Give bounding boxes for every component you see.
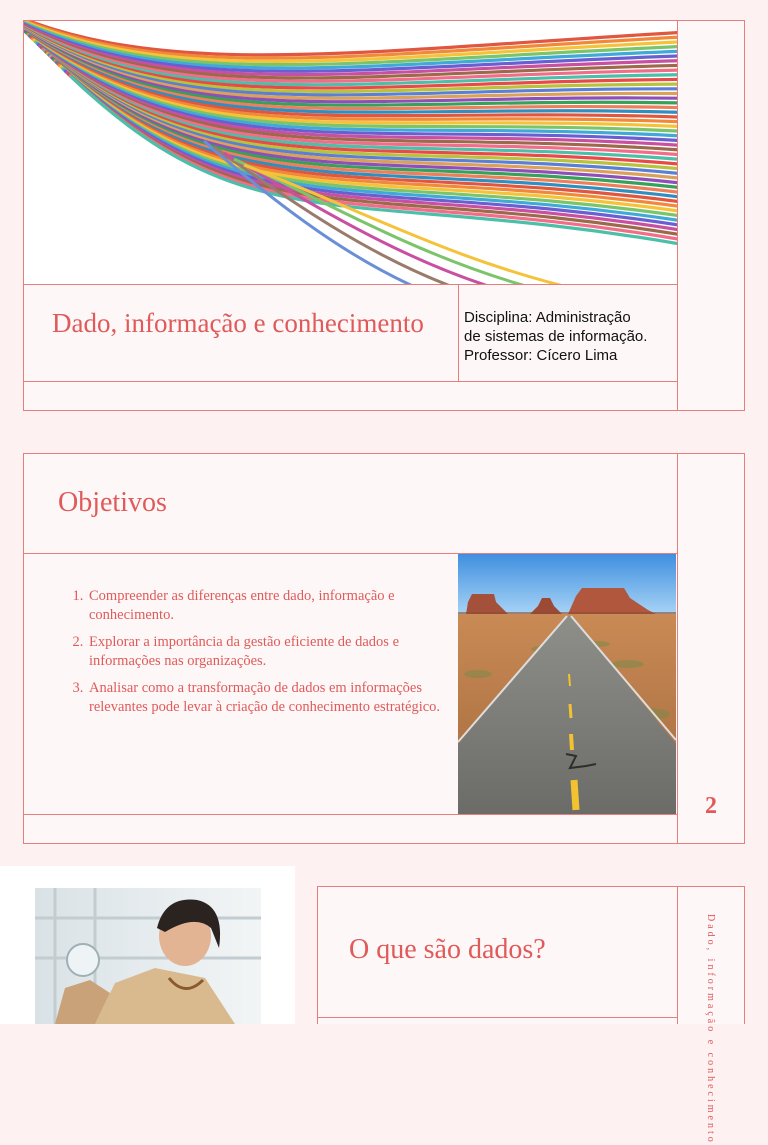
slide-2-objectives bbox=[23, 453, 745, 844]
presentation-title: Dado, informação e conhecimento bbox=[52, 308, 424, 338]
slide-3-text-panel bbox=[317, 886, 745, 1145]
slide-3-image-panel bbox=[0, 866, 295, 1024]
desert-road-image bbox=[458, 554, 676, 814]
list-item: 3. Analisar como a transformação de dados em informações relevantes pode levar à criação de conhecimento estratégico. bbox=[87, 679, 467, 717]
vertical-footer-text: Dado, informação e conhecimento bbox=[705, 914, 716, 1145]
page-number: 2 bbox=[705, 793, 717, 819]
slide-title: Objetivos bbox=[58, 487, 167, 518]
objectives-list bbox=[59, 587, 467, 725]
slide-1-title bbox=[23, 20, 745, 411]
colored-cables-image bbox=[24, 21, 677, 284]
woman-with-lightbulb-image bbox=[35, 888, 261, 1024]
course-info bbox=[464, 308, 679, 365]
slide-title: O que são dados? bbox=[349, 934, 546, 965]
course-info-line: Disciplina: Administração bbox=[464, 309, 631, 326]
list-item: 1. Compreender as diferenças entre dado, informação e conhecimento. bbox=[87, 587, 467, 625]
course-info-line: de sistemas de informação. bbox=[464, 328, 648, 345]
list-item: 2. Explorar a importância da gestão eficiente de dados e informações nas organizações. bbox=[87, 633, 467, 671]
course-info-line: Professor: Cícero Lima bbox=[464, 347, 618, 364]
